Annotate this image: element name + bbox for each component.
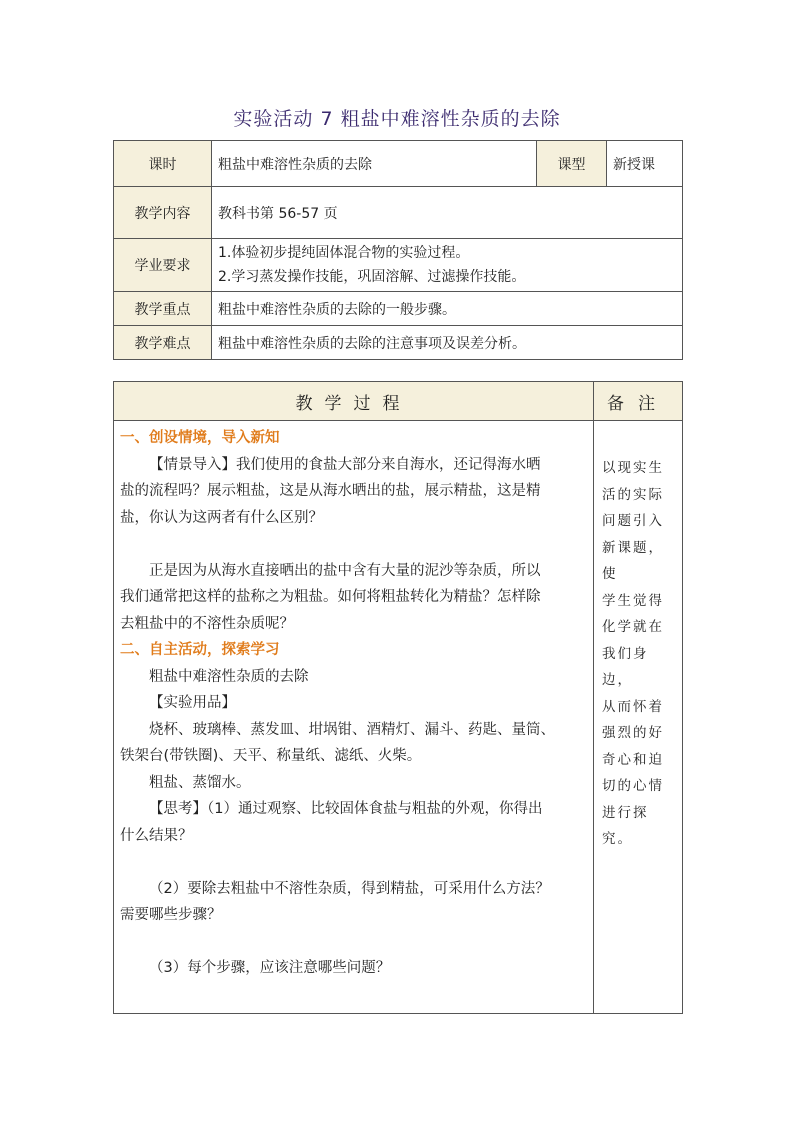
info-table — [113, 140, 683, 360]
label-keshi: 课时 — [114, 141, 212, 187]
note-line: 从而怀着 — [602, 698, 664, 715]
body-line: 【思考】（1）通过观察、比较固体食盐与粗盐的外观，你得出 — [149, 801, 543, 817]
body-line: （2）要除去粗盐中不溶性杂质，得到精盐，可采用什么方法？ — [149, 880, 550, 897]
blank-line — [120, 929, 587, 956]
yaoqiu-line: 2.学习蒸发操作技能，巩固溶解、过滤操作技能。 — [218, 269, 526, 285]
body-line: 盐，你认为这两者有什么区别？ — [120, 509, 323, 526]
body-line: 【实验用品】 — [149, 695, 236, 711]
blank-line — [120, 531, 587, 558]
yaoqiu-line: 1.体验初步提纯固体混合物的实验过程。 — [218, 245, 470, 261]
process-body — [114, 421, 594, 1014]
value-neirong: 教科书第 56-57 页 — [212, 187, 683, 239]
note-line: 强烈的好 — [602, 725, 664, 741]
label-kexing: 课型 — [537, 141, 607, 187]
body-line: 烧杯、玻璃棒、蒸发皿、坩埚钳、酒精灯、漏斗、药匙、量筒、 — [149, 721, 555, 738]
note-line: 进行探究。 — [602, 804, 649, 847]
body-line: 盐的流程吗？展示粗盐，这是从海水晒出的盐，展示精盐，这是精 — [120, 483, 541, 499]
body-line: 去粗盐中的不溶性杂质呢？ — [120, 615, 294, 632]
process-table — [113, 381, 683, 1014]
body-line: 什么结果？ — [120, 827, 193, 844]
note-line: 问题引入 — [602, 513, 664, 529]
note-line: 学生觉得 — [602, 592, 664, 609]
blank-line — [120, 849, 587, 876]
notes-body — [594, 421, 683, 1014]
note-line: 以现实生 — [602, 460, 664, 476]
body-line: 【情景导入】我们使用的食盐大部分来自海水，还记得海水晒 — [149, 456, 541, 473]
label-nandian: 教学难点 — [114, 326, 212, 360]
body-line: 正是因为从海水直接晒出的盐中含有大量的泥沙等杂质，所以 — [149, 562, 541, 579]
value-zhongdian: 粗盐中难溶性杂质的去除的一般步骤。 — [212, 292, 683, 326]
label-neirong: 教学内容 — [114, 187, 212, 239]
notes-header: 备注 — [594, 382, 683, 421]
body-line: 粗盐中难溶性杂质的去除 — [149, 668, 309, 685]
note-line: 我们身边， — [602, 645, 649, 688]
body-line: 我们通常把这样的盐称之为粗盐。如何将粗盐转化为精盐？怎样除 — [120, 589, 541, 605]
section-heading-1: 一、创设情境，导入新知 — [120, 430, 280, 446]
label-yaoqiu: 学业要求 — [114, 239, 212, 292]
value-nandian: 粗盐中难溶性杂质的去除的注意事项及误差分析。 — [212, 326, 683, 360]
body-line: 铁架台(带铁圈)、天平、称量纸、滤纸、火柴。 — [120, 748, 422, 764]
note-line: 新课题，使 — [602, 539, 664, 582]
section-heading-2: 二、自主活动，探索学习 — [120, 642, 280, 658]
value-kexing: 新授课 — [607, 141, 683, 187]
note-line: 奇心和迫 — [602, 751, 664, 768]
label-zhongdian: 教学重点 — [114, 292, 212, 326]
process-header: 教学过程 — [114, 382, 594, 421]
note-line: 化学就在 — [602, 619, 664, 635]
note-line: 切的心情 — [602, 778, 664, 794]
note-line: 活的实际 — [602, 486, 664, 503]
value-keshi: 粗盐中难溶性杂质的去除 — [212, 141, 537, 187]
body-line: 粗盐、蒸馏水。 — [149, 774, 251, 791]
body-line: 需要哪些步骤？ — [120, 907, 222, 923]
value-yaoqiu — [212, 239, 683, 292]
page-title: 实验活动 7 粗盐中难溶性杂质的去除 — [233, 108, 561, 130]
body-line: （3）每个步骤，应该注意哪些问题？ — [149, 960, 391, 976]
